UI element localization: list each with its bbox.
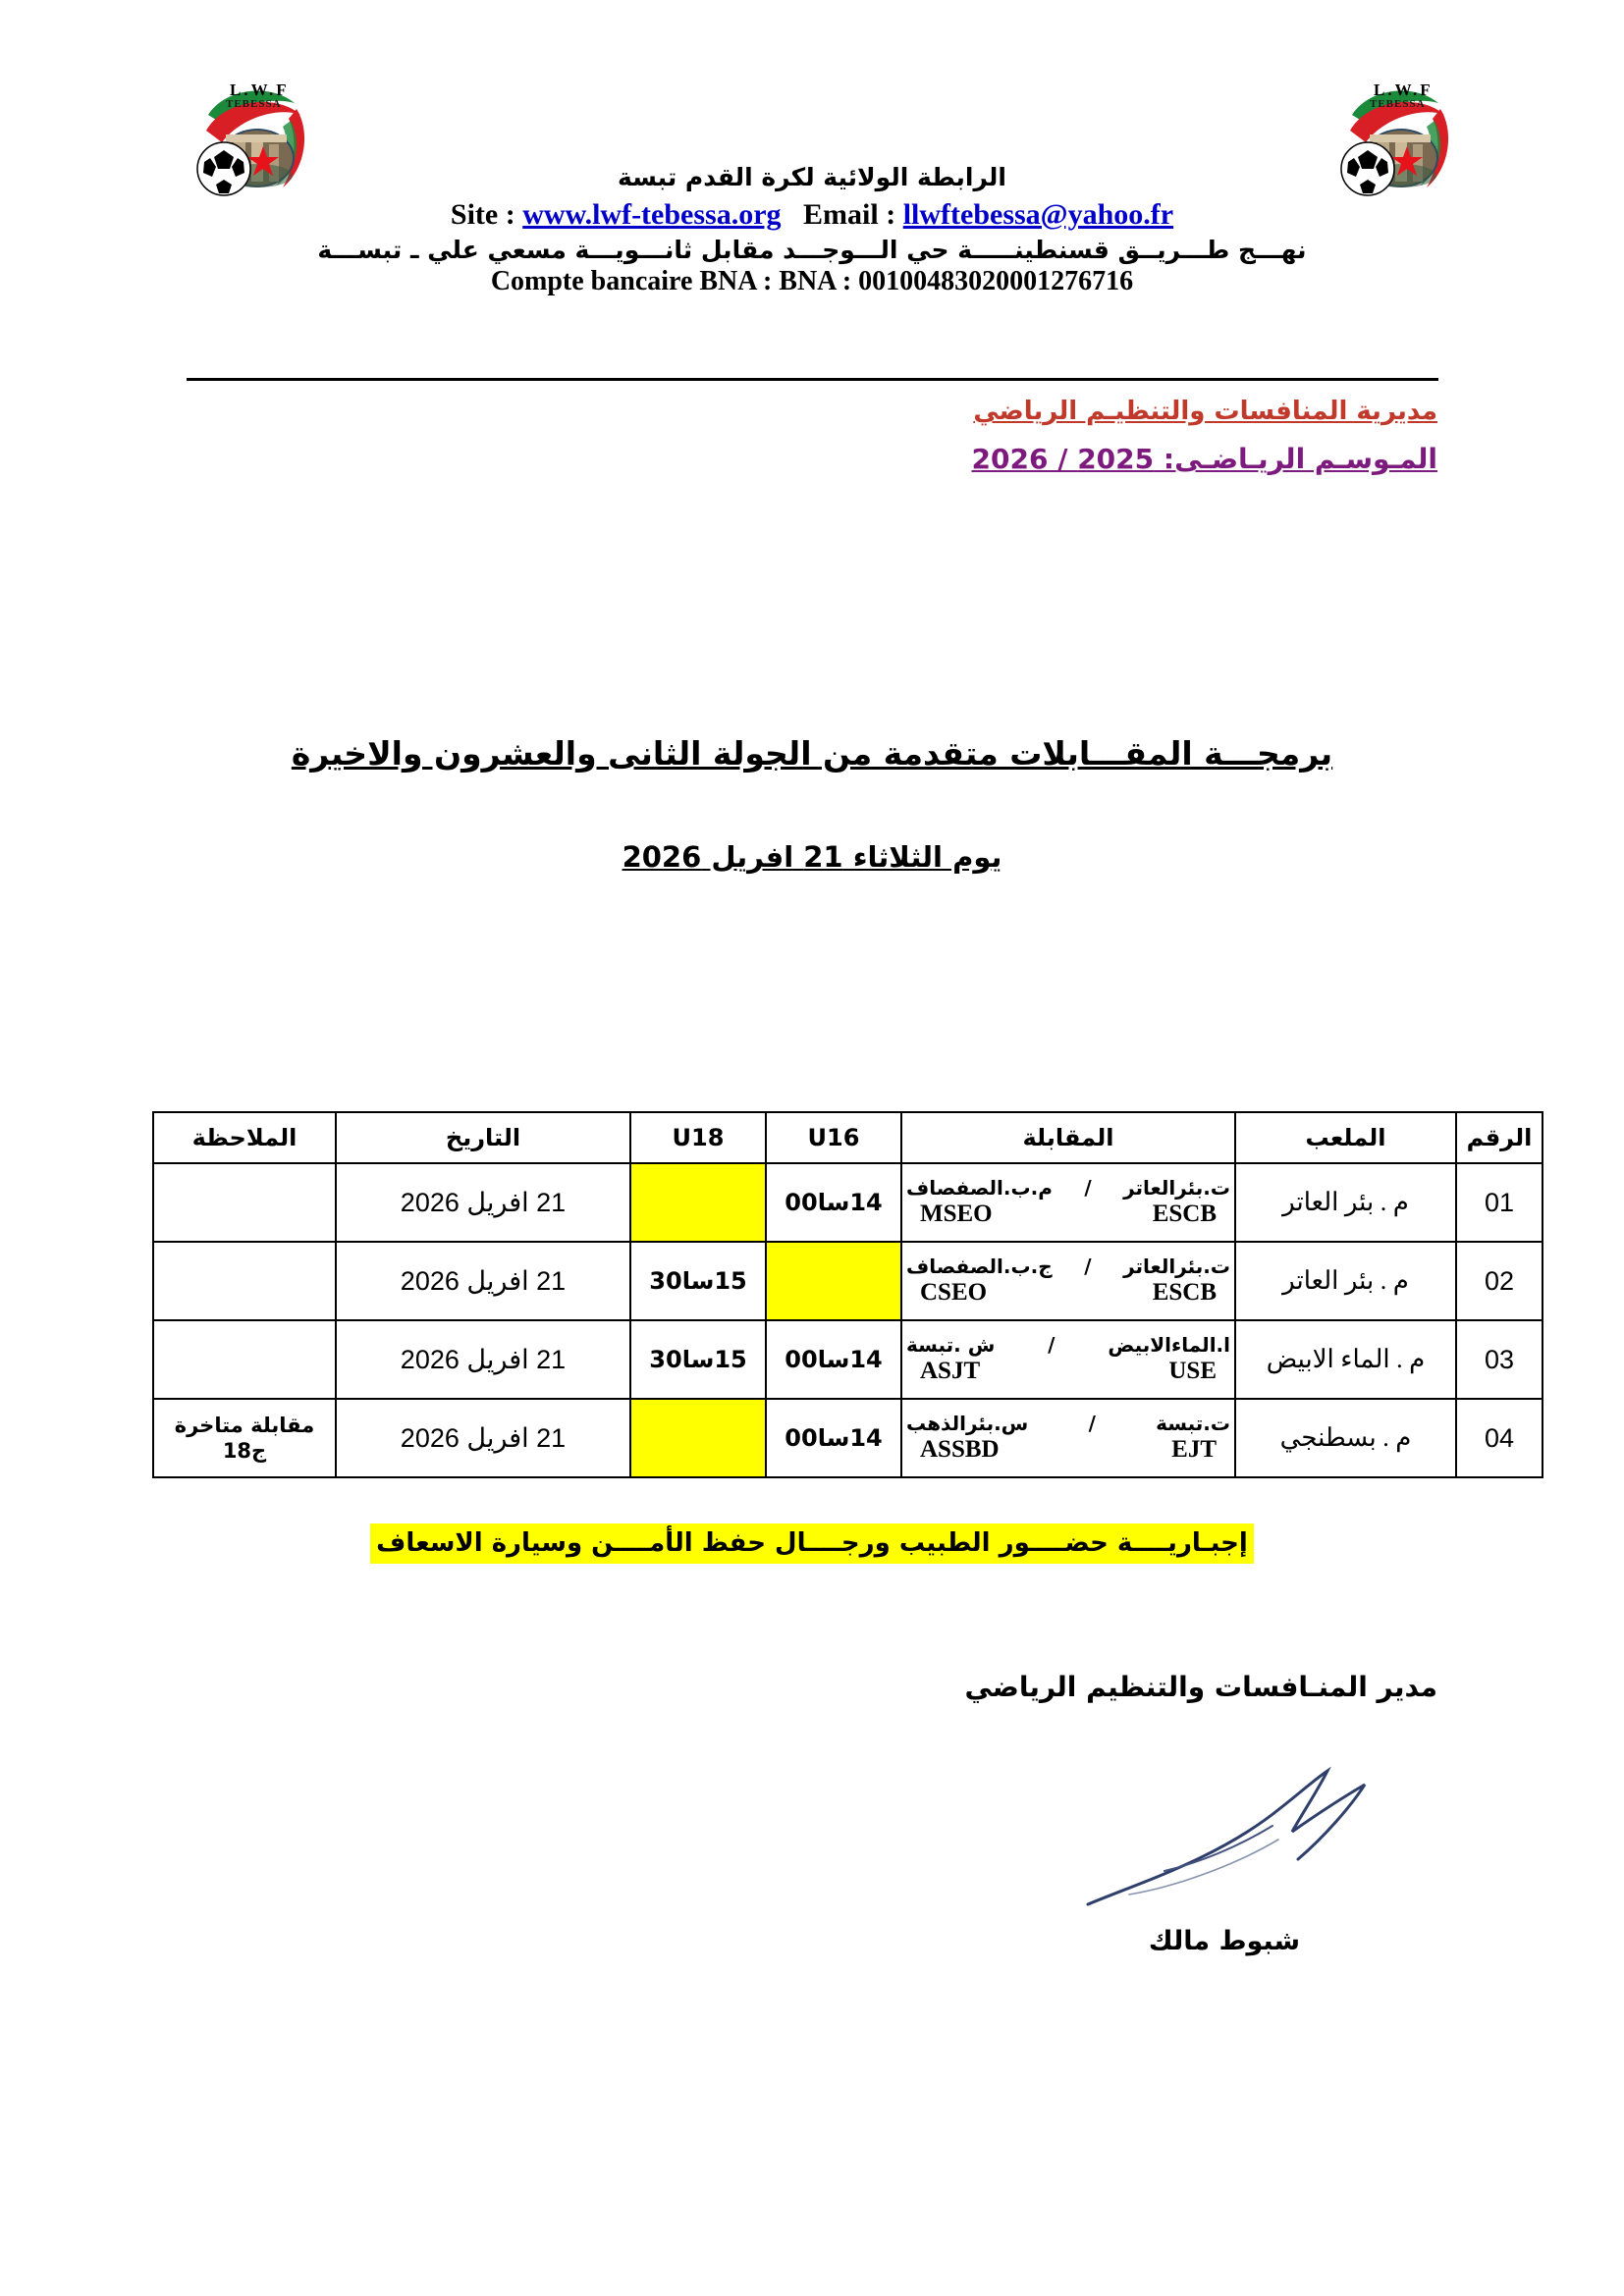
column-header-match: المقابلة [901, 1112, 1235, 1163]
contact-line [0, 198, 1624, 232]
signatory-title: مدير المنـافسات والتنظيم الرياضي [964, 1671, 1437, 1703]
cell-stadium: م . الماء الابيض [1235, 1320, 1456, 1399]
match-teams-arabic [906, 1334, 1230, 1356]
cell-u16-time: 14سا00 [766, 1320, 901, 1399]
note-line-primary: مقابلة متاخرة [174, 1413, 315, 1437]
signature-icon [1070, 1757, 1424, 1924]
cell-stadium: م . بئر العاتر [1235, 1163, 1456, 1242]
match-team-codes [906, 1358, 1230, 1385]
table-row [153, 1320, 1543, 1399]
match-teams-arabic [906, 1413, 1230, 1434]
cell-note [153, 1399, 336, 1477]
svg-text:L.W.F: L.W.F [230, 80, 290, 99]
match-day-subtitle: يوم الثلاثاء 21 افريل 2026 [622, 840, 1002, 875]
home-team-name: ت.بئرالعاتر [1123, 1176, 1230, 1201]
mandatory-notice: إجبـاريــــة حضــــور الطبيب ورجــــال حفظ الأمــــن وسيارة الاسعاف [370, 1523, 1254, 1564]
column-header-number: الرقم [1456, 1112, 1543, 1163]
cell-date: 21 افريل 2026 [336, 1163, 630, 1242]
away-team-name: س.بئرالذهب [906, 1412, 1029, 1436]
away-team-code: ASSBD [920, 1436, 1000, 1464]
table-header [153, 1112, 1543, 1163]
postal-address: نهـــج طـــريــق قسنطينـــــة حي الـــوجـــد مقابل ثانـــويـــة مسعي علي ـ تبســـة [317, 236, 1307, 265]
home-team-code: USE [1168, 1358, 1217, 1385]
home-team-name: ا.الماءالابيض [1108, 1333, 1230, 1358]
match-teams-arabic [906, 1177, 1230, 1199]
title-block [0, 731, 1624, 878]
svg-text:L.W.F: L.W.F [1374, 80, 1434, 99]
cell-date: 21 افريل 2026 [336, 1320, 630, 1399]
email-link[interactable]: llwftebessa@yahoo.fr [902, 198, 1174, 232]
season-label: المـوسـم الريـاضـى: 2025 / 2026 [971, 443, 1437, 475]
table-row [153, 1399, 1543, 1477]
note-line-secondary: ج18 [222, 1439, 267, 1463]
away-team-code: MSEO [920, 1201, 993, 1228]
home-team-code: ESCB [1152, 1201, 1217, 1228]
cell-u16-time: 14سا00 [766, 1163, 901, 1242]
cell-date: 21 افريل 2026 [336, 1242, 630, 1320]
table-row [153, 1242, 1543, 1320]
cell-number: 02 [1456, 1242, 1543, 1320]
cell-match [901, 1163, 1235, 1242]
home-team-name: ت.تبسة [1156, 1412, 1230, 1436]
home-team-code: ESCB [1152, 1279, 1217, 1307]
column-header-u18: U18 [630, 1112, 766, 1163]
away-team-code: CSEO [920, 1279, 988, 1307]
signatory-name: شبوط مالك [1148, 1926, 1300, 1956]
cell-note [153, 1242, 336, 1320]
letterhead [0, 0, 1624, 304]
team-separator: / [1048, 1333, 1056, 1358]
email-label: Email : [803, 198, 896, 232]
cell-u16-time: 14سا00 [766, 1399, 901, 1477]
column-header-date: التاريخ [336, 1112, 630, 1163]
cell-match [901, 1320, 1235, 1399]
team-separator: / [1088, 1412, 1096, 1436]
cell-number: 04 [1456, 1399, 1543, 1477]
away-team-name: ج.ب.الصفصاف [906, 1255, 1053, 1279]
cell-u16-time [766, 1242, 901, 1320]
table-body [153, 1163, 1543, 1477]
away-team-name: م.ب.الصفصاف [906, 1176, 1053, 1201]
notice-container [0, 1523, 1624, 1564]
home-team-code: EJT [1171, 1436, 1217, 1464]
cell-stadium: م . بسطنجي [1235, 1399, 1456, 1477]
cell-number: 01 [1456, 1163, 1543, 1242]
table-header-row [153, 1112, 1543, 1163]
cell-u18-time [630, 1163, 766, 1242]
away-team-name: ش .تبسة [906, 1333, 996, 1358]
letterhead-text [0, 162, 1624, 297]
match-teams-arabic [906, 1255, 1230, 1277]
match-team-codes [906, 1201, 1230, 1228]
page-title: برمجـــة المقـــابلات متقدمة من الجولة الثانى والعشرون والاخيرة [291, 734, 1333, 773]
bank-account-line: Compte bancaire BNA : BNA : 00100483020001276716 [490, 266, 1134, 297]
cell-u18-time [630, 1399, 766, 1477]
cell-match [901, 1242, 1235, 1320]
handwritten-signature [1070, 1757, 1424, 1924]
directorate-label: مديرية المنافسات والتنظيـم الرياضي [973, 397, 1437, 426]
team-separator: / [1084, 1255, 1092, 1279]
cell-date: 21 افريل 2026 [336, 1399, 630, 1477]
website-link[interactable]: www.lwf-tebessa.org [522, 198, 782, 232]
cell-u18-time: 15سا30 [630, 1320, 766, 1399]
header-divider [187, 378, 1438, 381]
match-team-codes [906, 1279, 1230, 1307]
schedule-table-container [152, 1111, 1533, 1478]
subheader [972, 393, 1437, 480]
table-row [153, 1163, 1543, 1242]
svg-text:TEBESSA: TEBESSA [1370, 98, 1426, 110]
schedule-table [152, 1111, 1543, 1478]
site-label: Site : [450, 198, 515, 232]
cell-note [153, 1320, 336, 1399]
cell-match [901, 1399, 1235, 1477]
away-team-code: ASJT [920, 1358, 981, 1385]
cell-number: 03 [1456, 1320, 1543, 1399]
home-team-name: ت.بئرالعاتر [1123, 1255, 1230, 1279]
cell-stadium: م . بئر العاتر [1235, 1242, 1456, 1320]
column-header-stadium: الملعب [1235, 1112, 1456, 1163]
team-separator: / [1084, 1176, 1092, 1201]
organization-name: الرابطة الولائية لكرة القدم تبسة [618, 163, 1006, 191]
column-header-u16: U16 [766, 1112, 901, 1163]
cell-note [153, 1163, 336, 1242]
svg-text:TEBESSA: TEBESSA [226, 98, 282, 110]
cell-u18-time: 15سا30 [630, 1242, 766, 1320]
match-team-codes [906, 1436, 1230, 1464]
column-header-note: الملاحظة [153, 1112, 336, 1163]
